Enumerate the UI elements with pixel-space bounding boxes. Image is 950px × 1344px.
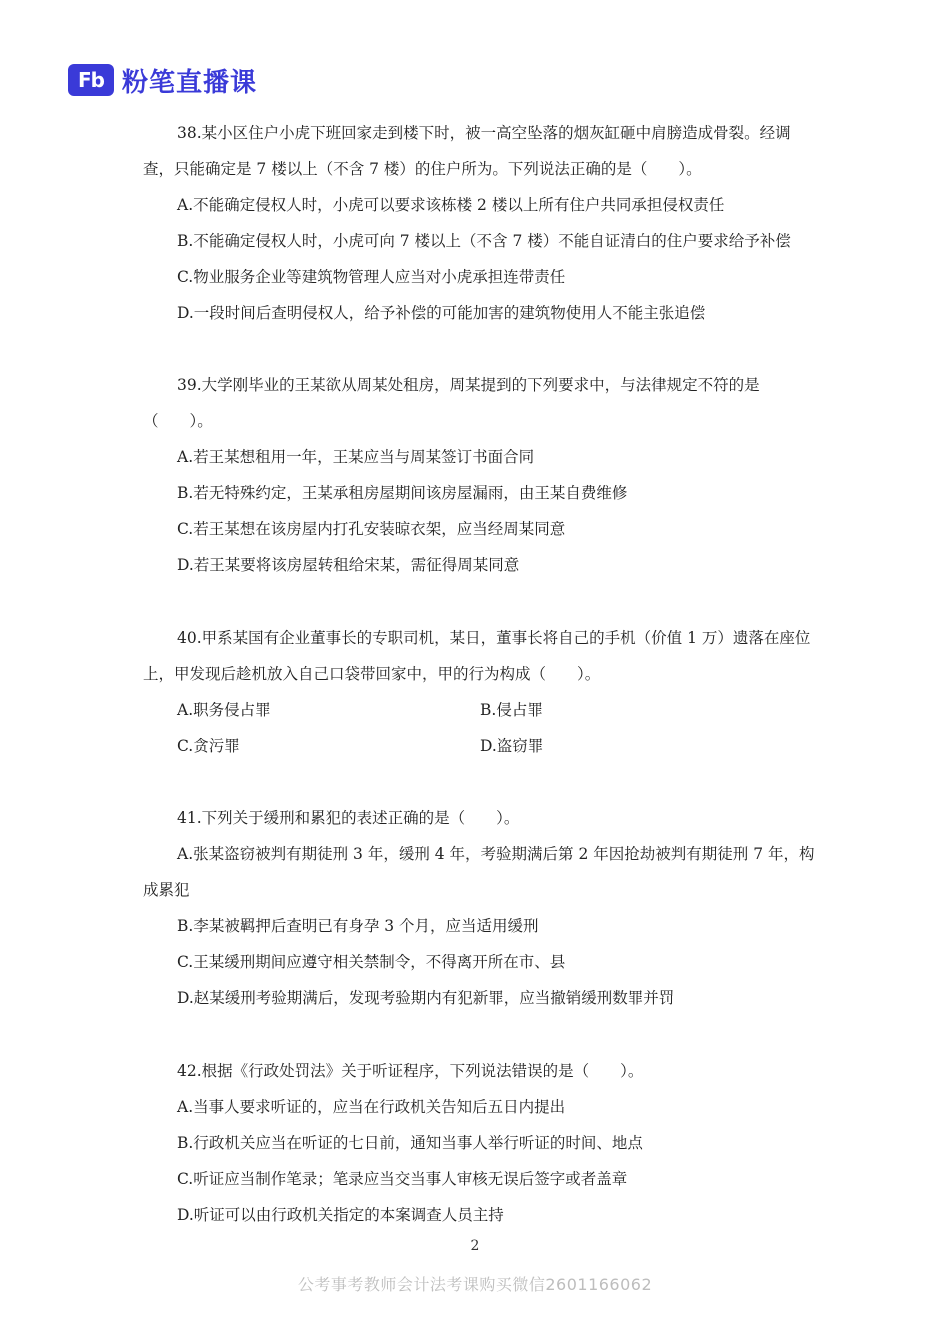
option-d: D.盗窃罪 — [480, 737, 544, 755]
fenbi-logo-icon: Fb — [68, 64, 114, 96]
option-a: A.张某盗窃被判有期徒刑 3 年，缓刑 4 年，考验期满后第 2 年因抢劫被判有期徒刑 7 年，构成累犯 — [143, 845, 815, 899]
question-stem: 40.甲系某国有企业董事长的专职司机，某日，董事长将自己的手机（价值 1 万）遗落在座位上，甲发现后趁机放入自己口袋带回家中，甲的行为构成（ ）。 — [143, 629, 811, 683]
option-c: C.物业服务企业等建筑物管理人应当对小虎承担连带责任 — [177, 268, 566, 286]
option-c: C.若王某想在该房屋内打孔安装晾衣架，应当经周某同意 — [177, 520, 566, 538]
question-42 — [143, 1053, 815, 1233]
question-stem: 38.某小区住户小虎下班回家走到楼下时，被一高空坠落的烟灰缸砸中肩膀造成骨裂。经调查，只能确定是 7 楼以上（不含 7 楼）的住户所为。下列说法正确的是（ ）。 — [143, 124, 791, 178]
question-39 — [143, 367, 815, 583]
option-d: D.赵某缓刑考验期满后，发现考验期内有犯新罪，应当撤销缓刑数罪并罚 — [177, 989, 675, 1007]
question-38 — [143, 115, 815, 331]
option-row — [143, 692, 815, 728]
option-a: A.不能确定侵权人时，小虎可以要求该栋楼 2 楼以上所有住户共同承担侵权责任 — [177, 196, 725, 214]
question-stem: 39.大学刚毕业的王某欲从周某处租房，周某提到的下列要求中，与法律规定不符的是（ ）。 — [143, 376, 760, 430]
option-c: C.王某缓刑期间应遵守相关禁制令，不得离开所在市、县 — [177, 953, 566, 971]
option-a: A.职务侵占罪 — [177, 701, 271, 719]
option-b: B.李某被羁押后查明已有身孕 3 个月，应当适用缓刑 — [177, 917, 539, 935]
question-stem: 41.下列关于缓刑和累犯的表述正确的是（ ）。 — [177, 809, 520, 827]
option-b: B.若无特殊约定，王某承租房屋期间该房屋漏雨，由王某自费维修 — [177, 484, 628, 502]
option-b: B.不能确定侵权人时，小虎可向 7 楼以上（不含 7 楼）不能自证清白的住户要求给予补偿 — [177, 232, 791, 250]
option-d: D.一段时间后查明侵权人，给予补偿的可能加害的建筑物使用人不能主张追偿 — [177, 304, 706, 322]
option-d: D.若王某要将该房屋转租给宋某，需征得周某同意 — [177, 556, 520, 574]
option-d: D.听证可以由行政机关指定的本案调查人员主持 — [177, 1206, 504, 1224]
option-row — [143, 728, 815, 764]
option-a: A.若王某想租用一年，王某应当与周某签订书面合同 — [177, 448, 535, 466]
brand-name: 粉笔直播课 — [122, 67, 258, 98]
option-b: B.侵占罪 — [480, 701, 543, 719]
option-b: B.行政机关应当在听证的七日前，通知当事人举行听证的时间、地点 — [177, 1134, 643, 1152]
question-40 — [143, 620, 815, 764]
option-a: A.当事人要求听证的，应当在行政机关告知后五日内提出 — [177, 1098, 566, 1116]
question-41 — [143, 800, 815, 1016]
question-stem: 42.根据《行政处罚法》关于听证程序，下列说法错误的是（ ）。 — [177, 1062, 644, 1080]
page-number: 2 — [470, 1238, 480, 1254]
option-c: C.听证应当制作笔录；笔录应当交当事人审核无误后签字或者盖章 — [177, 1170, 628, 1188]
option-c: C.贪污罪 — [177, 737, 240, 755]
brand-logo — [68, 62, 257, 98]
watermark-text: 公考事考教师会计法考课购买微信2601166062 — [297, 1275, 653, 1294]
